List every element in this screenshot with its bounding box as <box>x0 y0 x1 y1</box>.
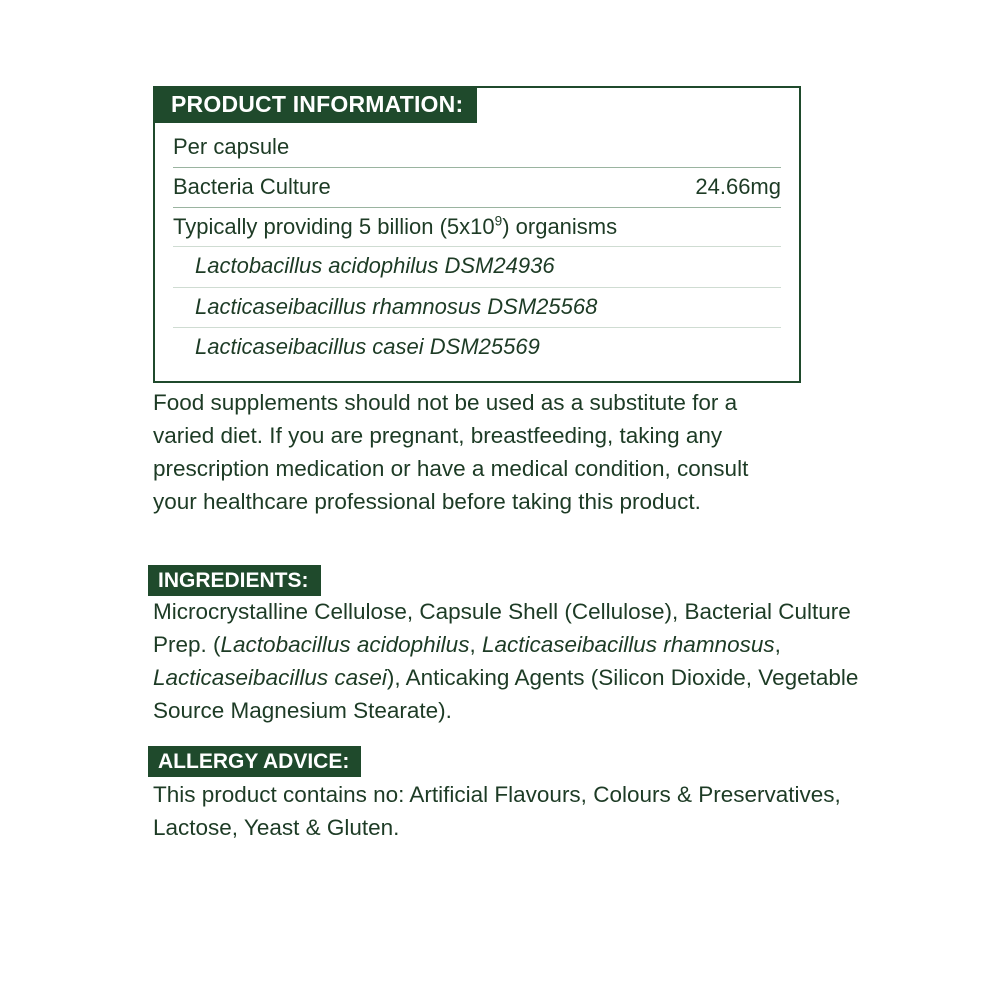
per-capsule-label: Per capsule <box>173 134 290 159</box>
product-information-panel <box>153 86 801 383</box>
nutrient-name: Bacteria Culture <box>173 174 331 200</box>
ingredients-text-before: Microcrystalline Cellulose, Capsule Shell (Cellulose), Bacterial Culture Prep. ( <box>153 599 851 658</box>
strain-name: Lacticaseibacillus rhamnosus DSM25568 <box>195 293 598 319</box>
strain-name: Lacticaseibacillus casei DSM25569 <box>195 333 540 359</box>
allergy-advice-heading: ALLERGY ADVICE: <box>148 746 361 777</box>
panel-body <box>155 126 799 381</box>
ingredient-italic-3: Lacticaseibacillus casei <box>153 665 387 691</box>
organisms-exponent: 9 <box>494 213 503 229</box>
ingredients-heading: INGREDIENTS: <box>148 565 321 596</box>
organisms-row <box>173 208 781 246</box>
table-row <box>173 247 781 286</box>
disclaimer-text: Food supplements should not be used as a substitute for a varied diet. If you are pregnant, breastfeeding, taking any prescription medication or have a medical condition, consult your healthcare professional before taking this product. <box>153 390 749 515</box>
ingredients-separator-2: , <box>774 632 781 658</box>
ingredients-text-after: ), Anticaking Agents (Silicon Dioxide, Vegetable Source Magnesium Stearate). <box>153 665 859 724</box>
organisms-text <box>173 213 617 241</box>
ingredients-text <box>153 595 863 727</box>
allergy-advice-text: This product contains no: Artificial Flavours, Colours & Preservatives, Lactose, Yeast & Gluten. <box>153 782 841 841</box>
strain-name: Lactobacillus acidophilus DSM24936 <box>195 253 555 279</box>
panel-title-bar <box>155 88 799 126</box>
table-row <box>173 168 781 207</box>
table-row <box>173 328 781 367</box>
organisms-suffix: ) organisms <box>502 214 618 240</box>
ingredient-italic-1: Lactobacillus acidophilus <box>220 632 470 658</box>
ingredients-separator-1: , <box>469 632 482 658</box>
product-information-title: PRODUCT INFORMATION: <box>153 86 477 123</box>
ingredient-italic-2: Lacticaseibacillus rhamnosus <box>481 632 775 658</box>
table-row <box>173 288 781 327</box>
organisms-prefix: Typically providing 5 billion (5x10 <box>173 214 495 240</box>
per-capsule-row <box>173 128 781 167</box>
nutrient-amount: 24.66mg <box>695 174 781 200</box>
